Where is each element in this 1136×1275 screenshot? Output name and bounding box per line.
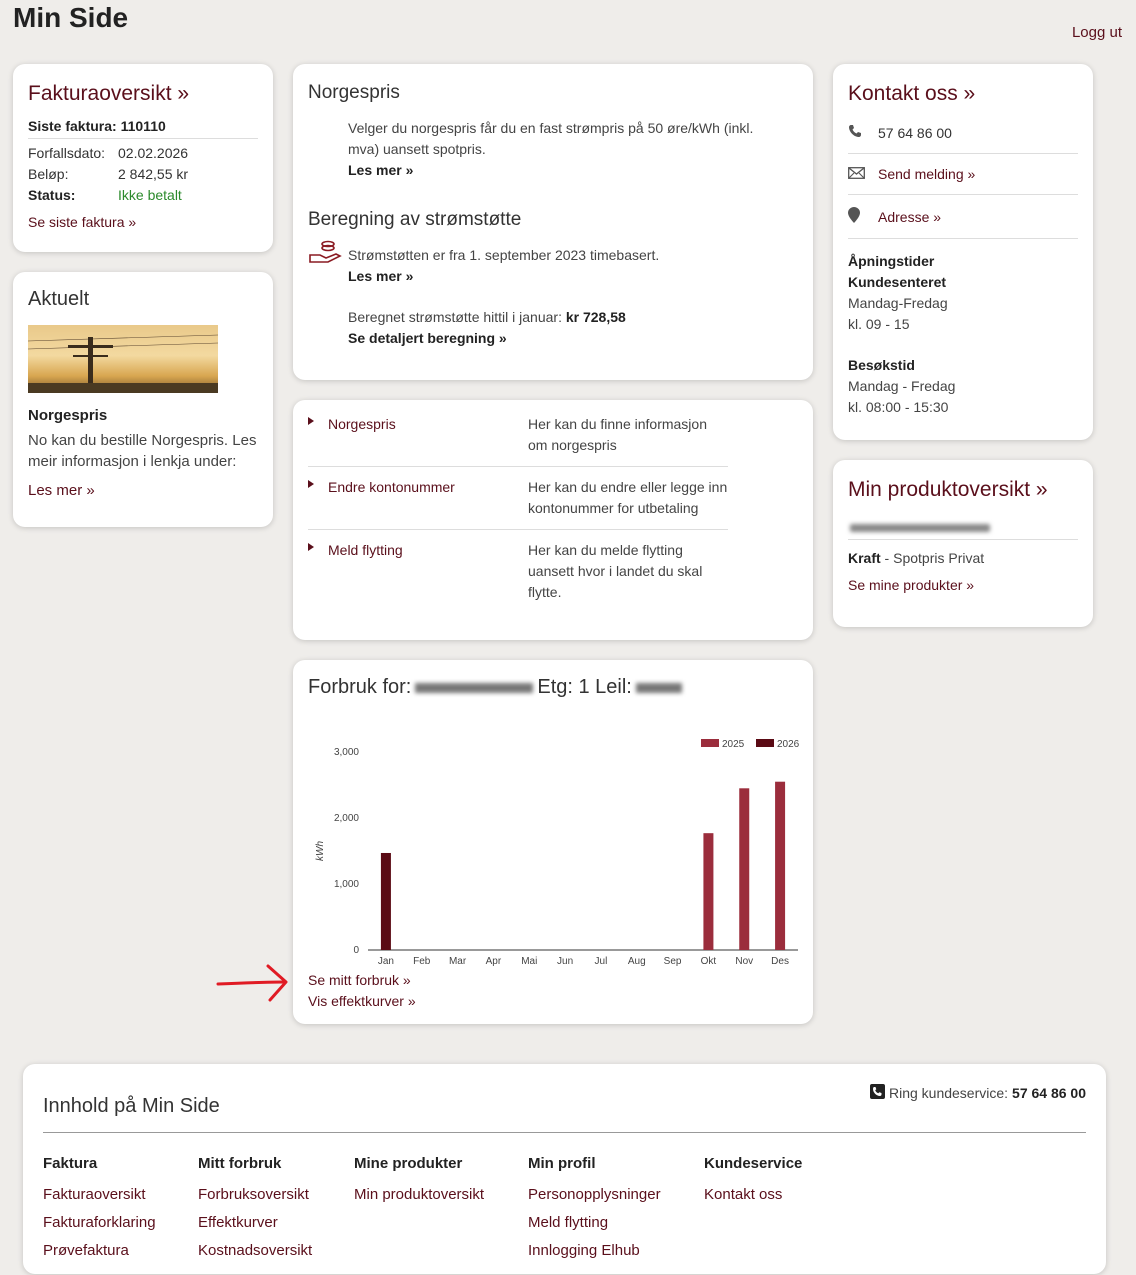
logout-link[interactable]: Logg ut — [1071, 24, 1122, 41]
hours-time: kl. 09 - 15 — [848, 316, 910, 332]
calc-value: kr 728,58 — [565, 309, 626, 325]
x-tick-label: Aug — [627, 956, 646, 967]
footer-col-produkter — [354, 1155, 484, 1203]
due-label: Forfallsdato: — [28, 145, 106, 161]
y-tick-label: 2,000 — [333, 813, 359, 824]
hours-days: Mandag-Fredag — [848, 295, 948, 311]
footer-link[interactable]: Personopplysninger — [528, 1186, 661, 1203]
footer-link[interactable]: Prøvefaktura — [43, 1242, 129, 1259]
news-card — [13, 272, 273, 527]
footer-link[interactable]: Meld flytting — [528, 1214, 609, 1231]
norgespris-link[interactable]: Les mer » — [348, 162, 414, 178]
legend-swatch-2026 — [756, 739, 774, 747]
footer-link[interactable]: Kostnadsoversikt — [198, 1242, 313, 1259]
status-label: Status: — [28, 187, 76, 203]
amount-value: 2 842,55 kr — [118, 166, 189, 182]
news-heading: Norgespris — [28, 407, 108, 424]
norgespris-card — [293, 64, 813, 380]
action-item-kontonummer[interactable] — [308, 467, 728, 530]
x-tick-label: Jun — [557, 956, 574, 967]
contact-address-row[interactable] — [848, 195, 1078, 239]
consumption-chart — [293, 726, 800, 976]
contact-phone: 57 64 86 00 — [878, 124, 952, 141]
action-label[interactable]: Norgespris — [328, 416, 396, 432]
effect-link[interactable]: Vis effektkurver » — [308, 993, 416, 1009]
ring-number: 57 64 86 00 — [1012, 1085, 1086, 1101]
visit-days: Mandag - Fredag — [848, 378, 956, 394]
x-tick-label: Apr — [485, 956, 502, 967]
ring-label: Ring kundeservice: — [888, 1085, 1009, 1101]
footer-col-head: Kundeservice — [704, 1155, 803, 1172]
action-desc: Her kan du endre eller legge inn kontonummer for utbetaling — [528, 479, 728, 516]
envelope-icon — [848, 166, 878, 182]
footer-col-head: Mitt forbruk — [198, 1155, 282, 1172]
support-title: Beregning av strømstøtte — [308, 209, 522, 230]
action-label[interactable]: Endre kontonummer — [328, 479, 455, 495]
x-tick-label: Des — [771, 956, 789, 967]
calc-row — [348, 307, 798, 328]
calc-link[interactable]: Se detaljert beregning » — [348, 330, 507, 346]
contact-address-link[interactable]: Adresse » — [878, 208, 942, 225]
due-row — [28, 143, 258, 164]
footer-title: Innhold på Min Side — [43, 1095, 220, 1117]
contact-title[interactable]: Kontakt oss » — [848, 82, 976, 105]
footer-link[interactable]: Min produktoversikt — [354, 1186, 485, 1203]
y-tick-label: 0 — [353, 945, 359, 956]
invoice-card — [13, 64, 273, 252]
product-desc: - Spotpris Privat — [880, 550, 985, 566]
footer-link[interactable]: Effektkurver — [198, 1214, 278, 1231]
due-value: 02.02.2026 — [118, 145, 189, 161]
y-axis-label: kWh — [315, 841, 326, 861]
hours-title-2: Kundesenteret — [848, 274, 947, 290]
footer-header — [43, 1084, 1086, 1133]
x-tick-label: Jul — [594, 956, 608, 967]
action-label[interactable]: Meld flytting — [328, 542, 403, 558]
footer-col-head: Min profil — [528, 1155, 596, 1172]
last-invoice-number: 110110 — [120, 118, 166, 134]
action-desc: Her kan du melde flytting uansett hvor i landet du skal flytte. — [528, 542, 703, 600]
consumption-title-prefix: Forbruk for: — [308, 676, 412, 698]
phone-icon — [848, 124, 878, 141]
y-tick-label: 1,000 — [333, 879, 359, 890]
legend-label-2025: 2025 — [722, 739, 745, 750]
product-name: Kraft — [848, 550, 881, 566]
footer-col-forbruk — [198, 1155, 312, 1259]
invoice-card-title[interactable]: Fakturaoversikt » — [28, 82, 190, 105]
products-card — [833, 460, 1093, 627]
contact-message-row[interactable] — [848, 154, 1078, 195]
action-desc: Her kan du finne informasjon om norgespris — [528, 416, 707, 453]
redacted-address — [415, 683, 533, 693]
x-tick-label: Feb — [413, 956, 431, 967]
news-image — [28, 325, 218, 393]
contact-phone-row — [848, 124, 1078, 154]
arrow-right-icon — [308, 543, 314, 551]
last-invoice-row — [28, 118, 258, 139]
last-invoice-link[interactable]: Se siste faktura » — [28, 214, 137, 230]
news-text: No kan du bestille Norgespris. Les meir informasjon i lenkja under: — [28, 432, 257, 470]
redacted-unit — [636, 683, 682, 693]
products-link[interactable]: Se mine produkter » — [848, 577, 975, 593]
consumption-title-mid: Etg: 1 Leil: — [537, 676, 632, 698]
footer-link[interactable]: Innlogging Elhub — [528, 1242, 640, 1259]
news-link[interactable]: Les mer » — [28, 482, 95, 499]
norgespris-title: Norgespris — [308, 82, 400, 103]
footer-card — [23, 1064, 1106, 1274]
actions-card — [293, 400, 813, 640]
bar-2025-nov — [739, 788, 749, 950]
status-value: Ikke betalt — [118, 187, 182, 203]
redacted-address — [848, 518, 1078, 540]
x-tick-label: Jan — [377, 956, 394, 967]
footer-col-head: Faktura — [43, 1155, 98, 1172]
x-tick-label: Sep — [663, 956, 682, 967]
x-tick-label: Mai — [521, 956, 538, 967]
annotation-arrow-icon — [214, 960, 294, 1000]
footer-col-profil — [528, 1155, 661, 1259]
footer-col-kundeservice — [704, 1155, 802, 1203]
consumption-title — [308, 676, 798, 699]
footer-col-faktura — [43, 1155, 156, 1259]
arrow-right-icon — [308, 417, 314, 425]
x-tick-label: Mar — [448, 956, 467, 967]
bar-2025-okt — [703, 833, 713, 950]
arrow-right-icon — [308, 480, 314, 488]
footer-link[interactable]: Fakturaoversikt — [43, 1186, 146, 1203]
amount-row — [28, 164, 258, 185]
footer-ring — [870, 1084, 1086, 1102]
legend-label-2026: 2026 — [777, 739, 800, 750]
hand-coin-icon — [308, 239, 342, 268]
visit-time: kl. 08:00 - 15:30 — [848, 399, 949, 415]
usage-link[interactable]: Se mitt forbruk » — [308, 972, 411, 988]
footer-link[interactable]: Kontakt oss — [704, 1186, 783, 1203]
contact-message-link[interactable]: Send melding » — [878, 166, 976, 182]
phone-icon — [870, 1084, 885, 1102]
support-row — [308, 245, 798, 287]
footer-link[interactable]: Fakturaforklaring — [43, 1214, 156, 1231]
footer-columns — [43, 1155, 1086, 1275]
page-title: Min Side — [13, 2, 129, 33]
products-title[interactable]: Min produktoversikt » — [848, 478, 1048, 501]
visit-title: Besøkstid — [848, 357, 915, 373]
last-invoice-label: Siste faktura: — [28, 118, 117, 134]
hours-title-1: Åpningstider — [848, 253, 935, 269]
contact-card — [833, 64, 1093, 440]
x-tick-label: Okt — [700, 956, 717, 967]
footer-link[interactable]: Forbruksoversikt — [198, 1186, 309, 1203]
action-item-norgespris[interactable] — [308, 414, 728, 467]
support-text: Strømstøtten er fra 1. september 2023 timebasert. — [348, 247, 660, 263]
legend-swatch-2025 — [701, 739, 719, 747]
status-row — [28, 185, 258, 206]
product-row — [848, 548, 1078, 569]
footer-col-head: Mine produkter — [354, 1155, 463, 1172]
bar-2026-jan — [381, 853, 391, 950]
map-pin-icon — [848, 207, 878, 226]
amount-label: Beløp: — [28, 166, 69, 182]
norgespris-text: Velger du norgespris får du en fast strømpris på 50 øre/kWh (inkl. mva) uansett spotpris. — [348, 120, 754, 157]
news-title: Aktuelt — [28, 288, 90, 310]
consumption-card — [293, 660, 813, 1024]
action-item-flytting[interactable] — [308, 530, 728, 613]
bar-2025-des — [775, 782, 785, 950]
x-tick-label: Nov — [735, 956, 754, 967]
y-tick-label: 3,000 — [333, 747, 359, 758]
support-link[interactable]: Les mer » — [348, 268, 414, 284]
calc-label: Beregnet strømstøtte hittil i januar: — [348, 309, 562, 325]
